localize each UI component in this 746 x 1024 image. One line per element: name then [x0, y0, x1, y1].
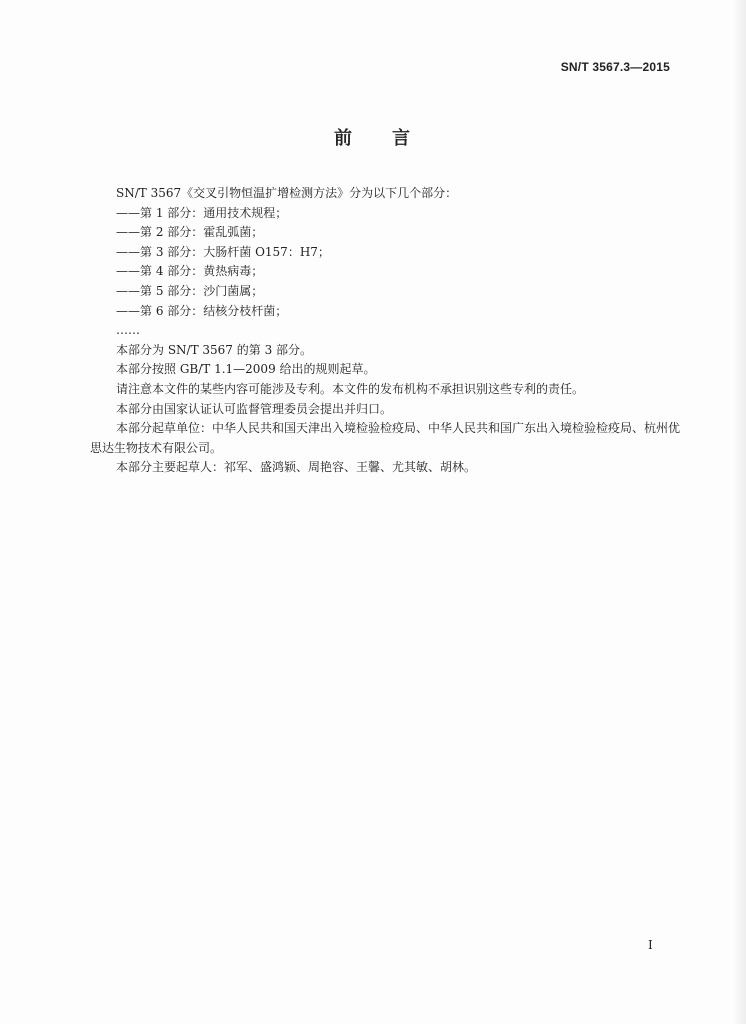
standard-number: SN/T 3567.3—2015 [560, 60, 670, 74]
part-item-3: ——第 3 部分：大肠杆菌 O157：H7； [116, 244, 330, 259]
page-edge-shadow [732, 0, 746, 1024]
part-item-4: ——第 4 部分：黄热病毒； [116, 264, 264, 279]
page-number: I [648, 938, 653, 952]
title-char-right: 言 [392, 128, 412, 149]
part-item-5: ——第 5 部分：沙门菌属； [116, 283, 264, 298]
statement-rules: 本部分按照 GB/T 1.1—2009 给出的规则起草。 [116, 362, 376, 377]
title-char-left: 前 [334, 128, 354, 149]
part-item-6: ——第 6 部分：结核分枝杆菌； [116, 303, 288, 318]
page-title [0, 124, 746, 150]
statement-patent: 请注意本文件的某些内容可能涉及专利。本文件的发布机构不承担识别这些专利的责任。 [116, 381, 585, 396]
ellipsis-line: …… [116, 323, 140, 338]
statement-drafting-units: 本部分起草单位：中华人民共和国天津出入境检验检疫局、中华人民共和国广东出入境检验检疫局、杭州优思达生物技术有限公司。 [90, 421, 681, 455]
statement-drafters: 本部分主要起草人：祁军、盛鸿颖、周艳容、王馨、尤其敏、胡林。 [116, 460, 477, 475]
intro-line: SN/T 3567《交叉引物恒温扩增检测方法》分为以下几个部分： [116, 186, 458, 200]
statement-part: 本部分为 SN/T 3567 的第 3 部分。 [116, 342, 313, 357]
part-item-2: ——第 2 部分：霍乱弧菌； [116, 225, 264, 240]
foreword-body [90, 184, 682, 478]
part-item-1: ——第 1 部分：通用技术规程； [116, 205, 288, 220]
statement-proposed: 本部分由国家认证认可监督管理委员会提出并归口。 [116, 401, 393, 416]
